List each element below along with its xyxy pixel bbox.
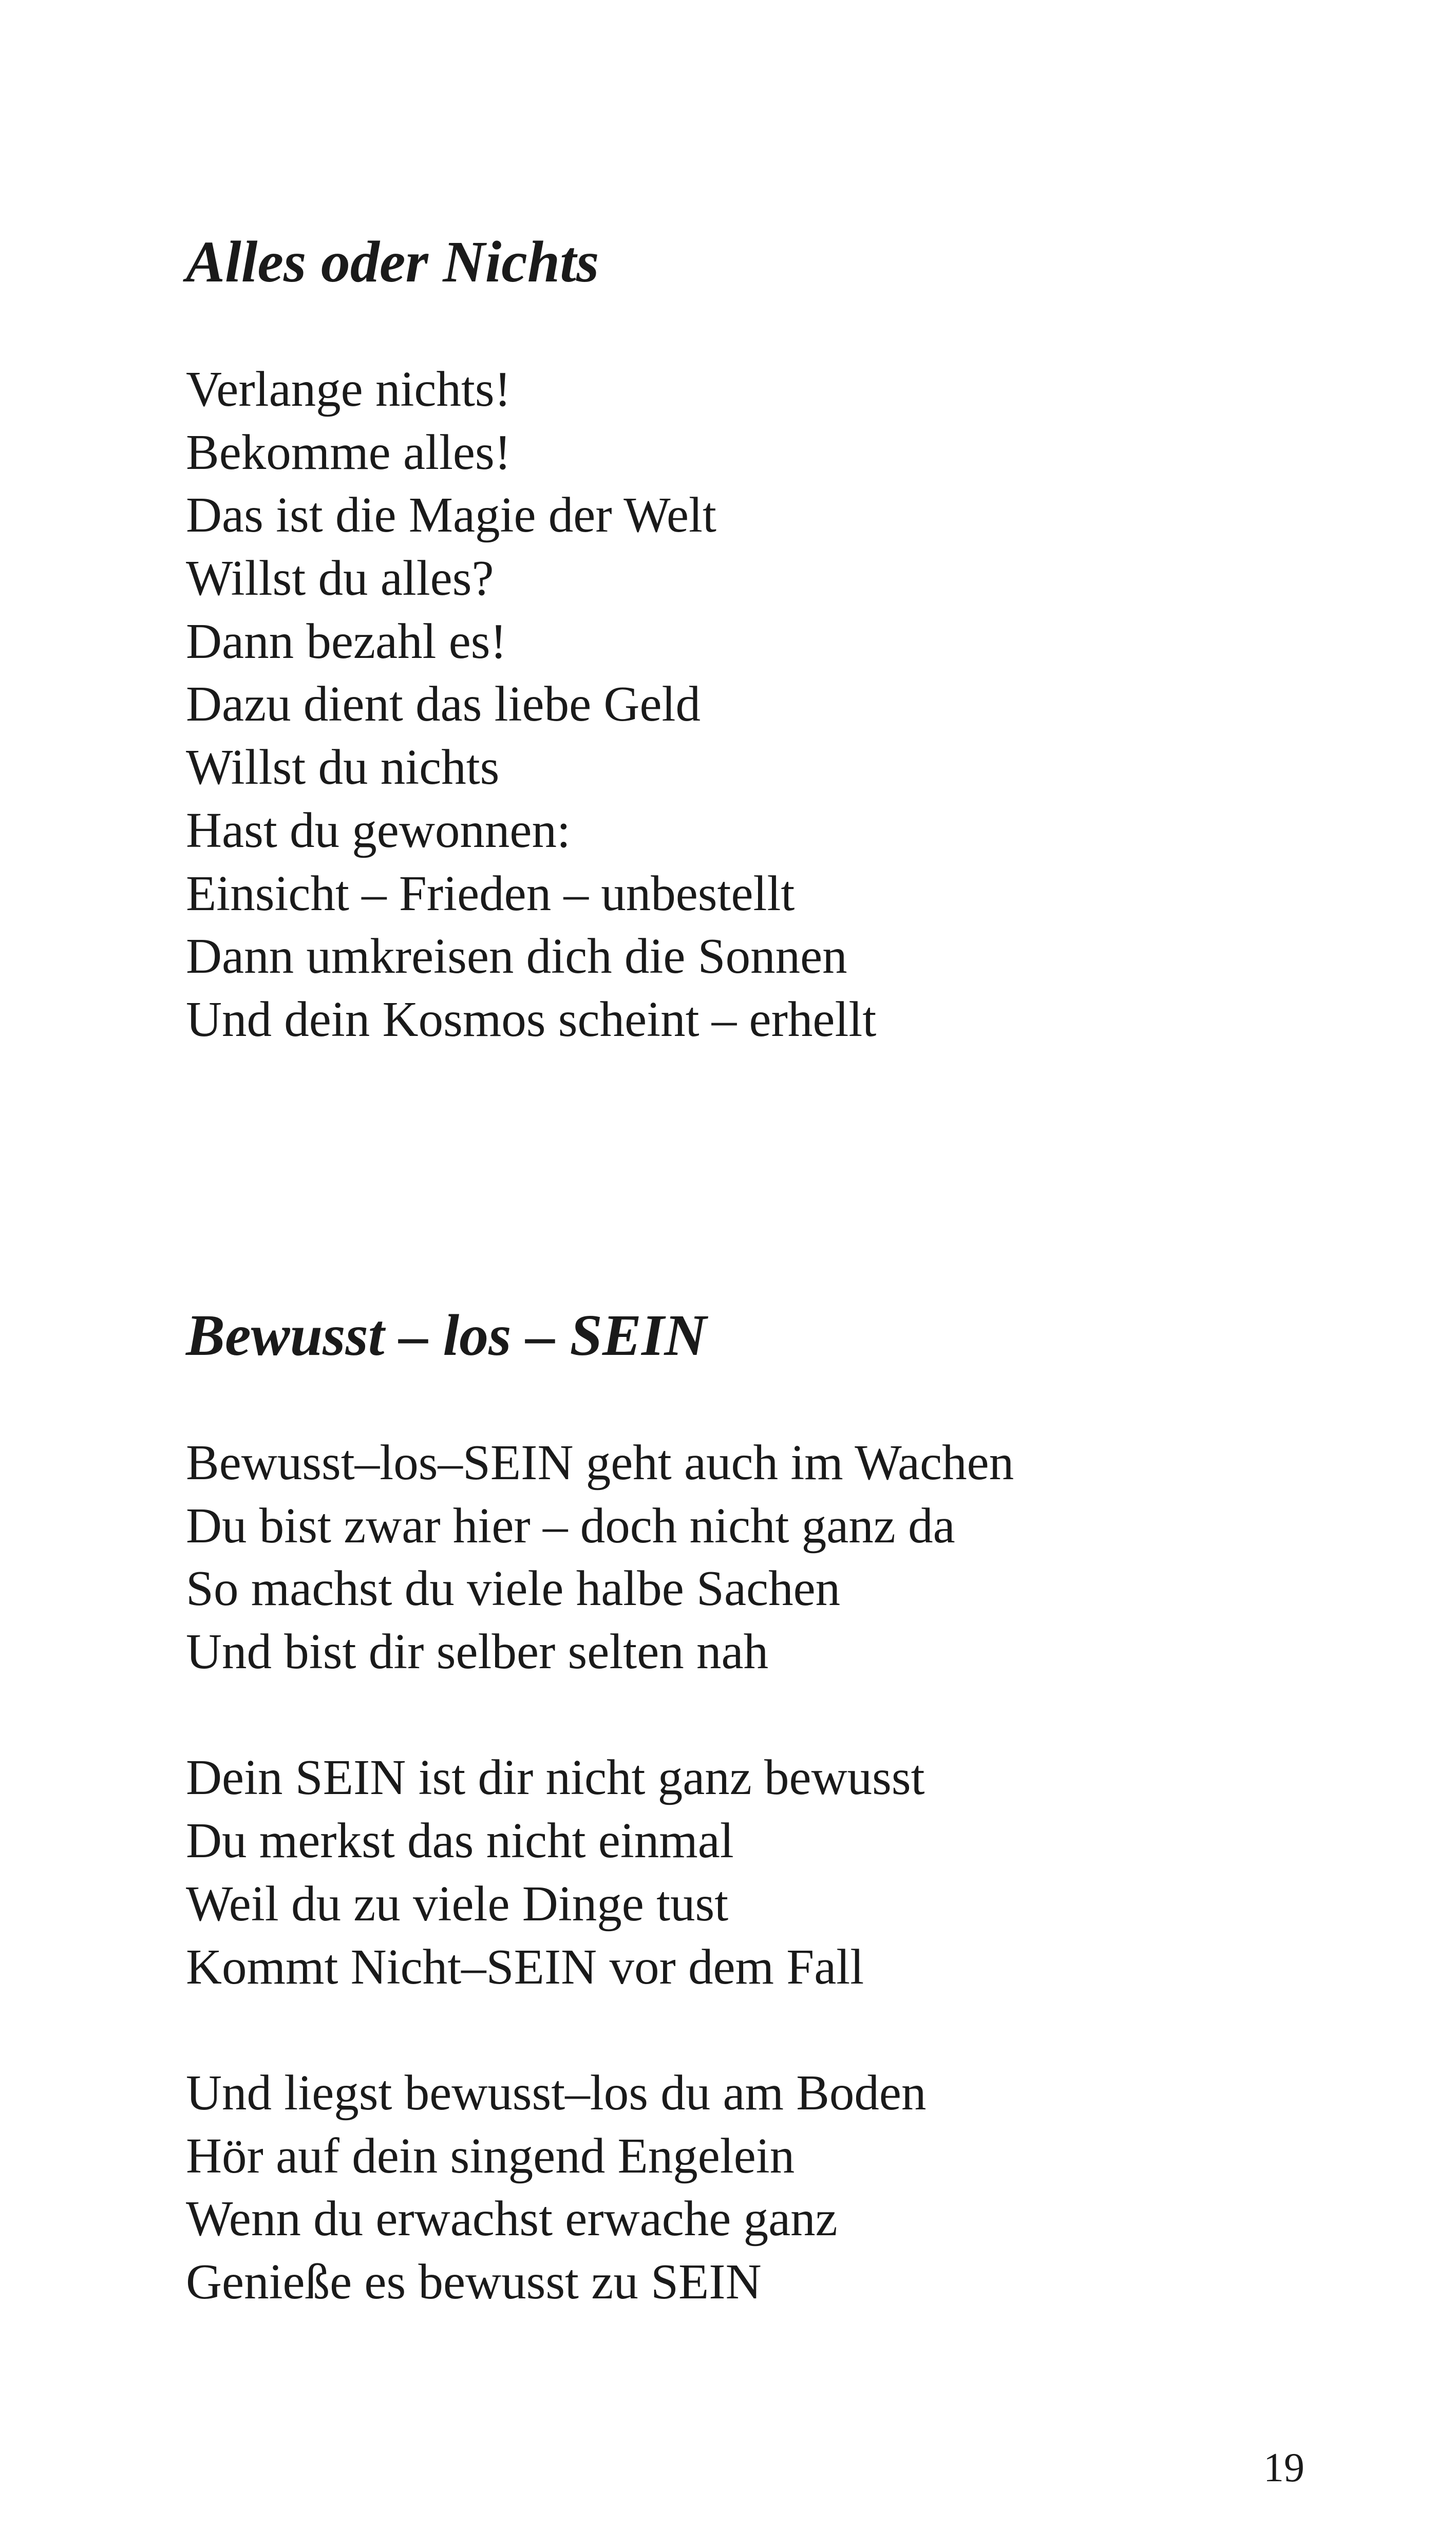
page-number: 19: [1263, 2445, 1304, 2490]
poem-line: Verlange nichts!: [186, 362, 511, 417]
stanza: [186, 2062, 1316, 2314]
stanza: [186, 1746, 1316, 1998]
poem-title: Alles oder Nichts: [186, 229, 599, 294]
stanza: [186, 1431, 1316, 1684]
poem-line: Willst du alles?: [186, 551, 494, 606]
poem-line: Hast du gewonnen:: [186, 802, 571, 858]
poem-line: Du merkst das nicht einmal: [186, 1813, 734, 1868]
poem-line: Und liegst bewusst–los du am Boden: [186, 2065, 926, 2120]
stanza: [186, 358, 1316, 1051]
poem-line: Das ist die Magie der Welt: [186, 487, 716, 543]
poem-line: Bewusst–los–SEIN geht auch im Wachen: [186, 1435, 1014, 1490]
poem-line: Bekomme alles!: [186, 424, 512, 480]
poem-line: Und dein Kosmos scheint – erhellt: [186, 991, 877, 1047]
poem-line: So machst du viele halbe Sachen: [186, 1561, 841, 1616]
poem-line: Du bist zwar hier – doch nicht ganz da: [186, 1498, 955, 1553]
poem-alles-oder-nichts: [186, 231, 1316, 1051]
poem-line: Genieße es bewusst zu SEIN: [186, 2254, 762, 2309]
poem-line: Und bist dir selber selten nah: [186, 1624, 769, 1679]
poem-line: Willst du nichts: [186, 740, 500, 795]
poem-line: Wenn du erwachst erwache ganz: [186, 2191, 838, 2247]
poem-bewusst-los-sein: [186, 1305, 1316, 2314]
poem-line: Einsicht – Frieden – unbestellt: [186, 865, 795, 921]
poem-line: Dein SEIN ist dir nicht ganz bewusst: [186, 1750, 925, 1805]
poem-line: Dazu dient das liebe Geld: [186, 676, 701, 732]
poem-line: Hör auf dein singend Engelein: [186, 2128, 795, 2183]
poem-line: Weil du zu viele Dinge tust: [186, 1876, 729, 1931]
poem-line: Kommt Nicht–SEIN vor dem Fall: [186, 1939, 864, 1994]
poem-title: Bewusst – los – SEIN: [186, 1303, 707, 1368]
poem-line: Dann bezahl es!: [186, 613, 507, 669]
poem-line: Dann umkreisen dich die Sonnen: [186, 929, 847, 984]
